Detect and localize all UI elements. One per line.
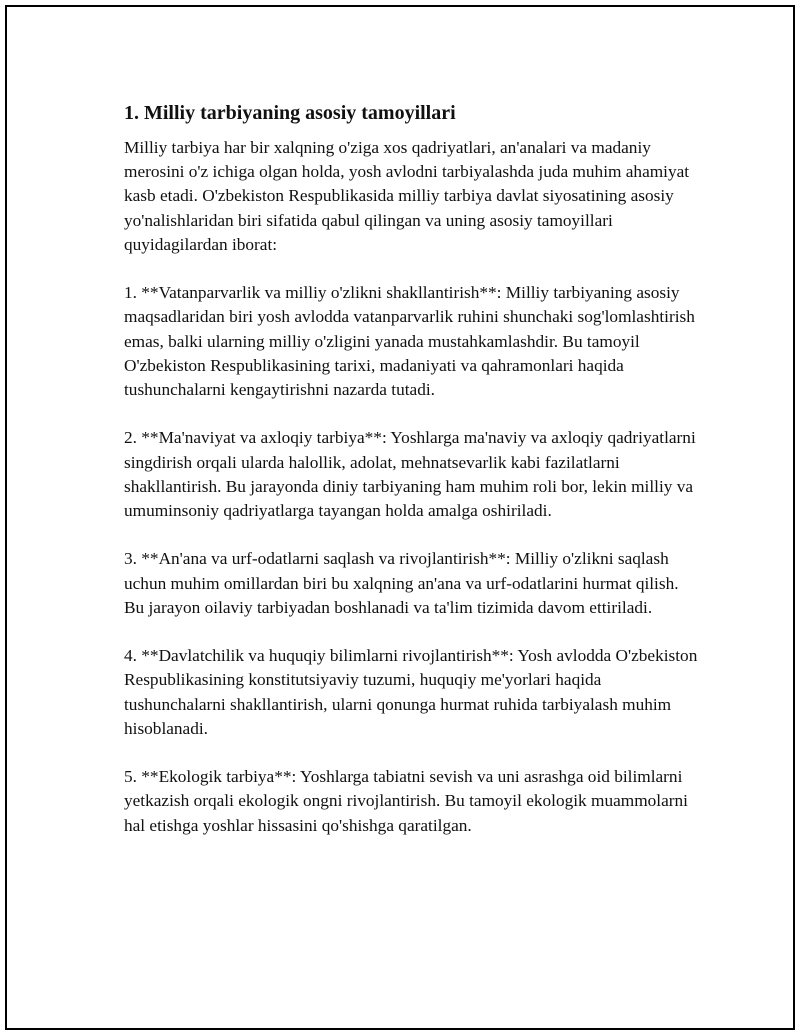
- paragraph-spacer: [124, 523, 699, 547]
- paragraph-spacer: [124, 620, 699, 644]
- paragraph-spacer: [124, 402, 699, 426]
- principle-item-5: 5. **Ekologik tarbiya**: Yoshlarga tabiatni sevish va uni asrashga oid bilimlarni yetkazish orqali ekologik ongni rivojlantirish. Bu tamoyil ekologik muammolarni hal etishga yoshlar hissasini qo'shishga qaratilgan.: [124, 767, 688, 835]
- paragraph-spacer: [124, 741, 699, 765]
- principle-item-1: 1. **Vatanparvarlik va milliy o'zlikni shakllantirish**: Milliy tarbiyaning asosiy maqsadlaridan biri yosh avlodda vatanparvarlik ruhini shunchaki sog'lomlashtirish emas, balki ularning milliy o'zligini yanada mustahkamlashdir. Bu tamoyil O'zbekiston Respublikasining tarixi, madaniyati va qahramonlari haqida tushunchalarni kengaytirishni nazarda tutadi.: [124, 283, 695, 400]
- principle-item-2: 2. **Ma'naviyat va axloqiy tarbiya**: Yoshlarga ma'naviy va axloqiy qadriyatlarni singdirish orqali ularda halollik, adolat, mehnatsevarlik kabi fazilatlarni shakllantirish. Bu jarayonda diniy tarbiyaning ham muhim roli bor, lekin milliy va umuminsoniy qadriyatlarga tayangan holda amalga oshiriladi.: [124, 428, 696, 521]
- document-title: 1. Milliy tarbiyaning asosiy tamoyillari: [124, 102, 456, 124]
- intro-paragraph: Milliy tarbiya har bir xalqning o'ziga xos qadriyatlari, an'analari va madaniy merosini o'z ichiga olgan holda, yosh avlodni tarbiyalashda juda muhim ahamiyat kasb etadi. O'zbekiston Respublikasida milliy tarbiya davlat siyosatining asosiy yo'nalishlaridan biri sifatida qabul qilingan va uning asosiy tamoyillari quyidagilardan iborat:: [124, 138, 690, 254]
- document-page: [5, 5, 795, 1030]
- principle-item-4: 4. **Davlatchilik va huquqiy bilimlarni rivojlantirish**: Yosh avlodda O'zbekiston Respublikasining konstitutsiyaviy tuzumi, huquqiy me'yorlari haqida tushunchalarni shakllantirish, ularni qonunga hurmat ruhida tarbiyalash muhim hisoblanadi.: [124, 646, 698, 738]
- paragraph-spacer: [124, 257, 699, 281]
- principle-item-3: 3. **An'ana va urf-odatlarni saqlash va rivojlantirish**: Milliy o'zlikni saqlash uchun muhim omillardan biri bu xalqning an'ana va urf-odatlarini hurmat qilish. Bu jarayon oilaviy tarbiyadan boshlanadi va ta'lim tizimida davom ettiriladi.: [124, 549, 679, 617]
- document-body: [124, 100, 699, 838]
